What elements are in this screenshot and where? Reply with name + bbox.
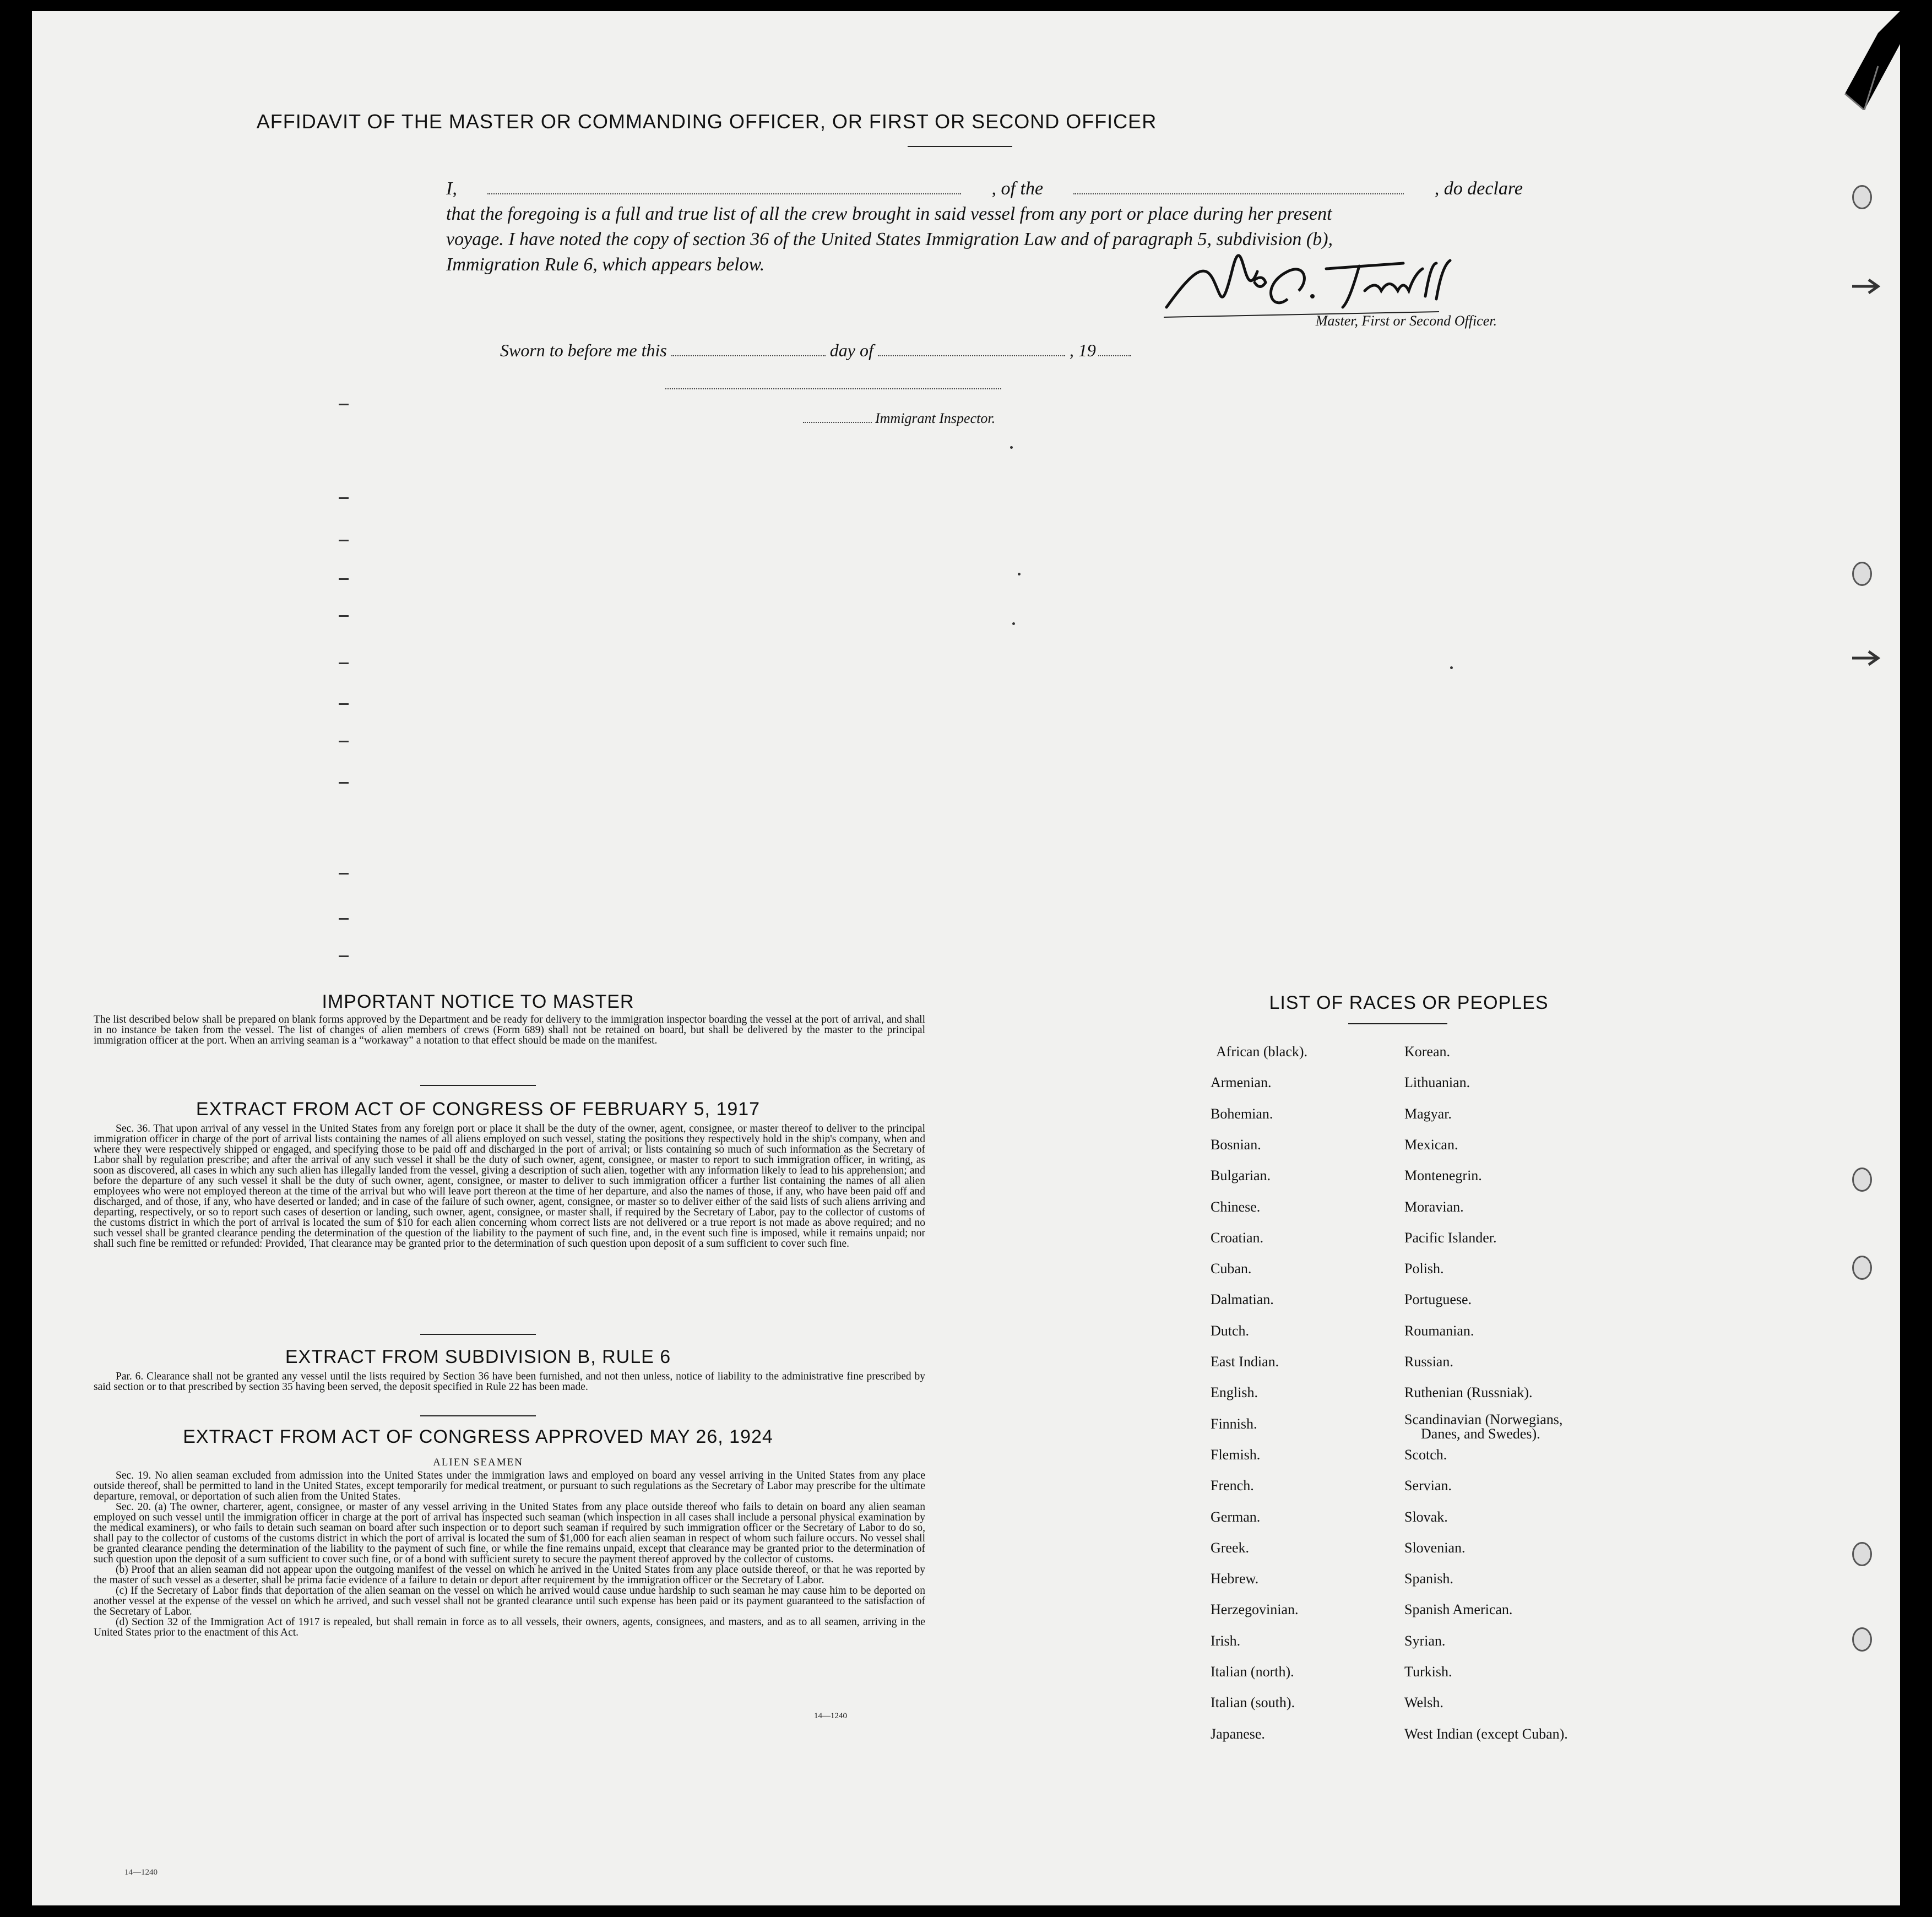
affidavit-line-3: voyage. I have noted the copy of section 36 of the United States Immigration Law and of paragraph 5, subdivision (b), (446, 229, 1333, 249)
race-item: Turkish. (1404, 1664, 1452, 1680)
year-blank-field[interactable] (1098, 342, 1131, 356)
race-item: Slovak. (1404, 1509, 1448, 1525)
tick-mark (339, 497, 349, 499)
tick-mark (339, 918, 349, 920)
race-item: Mexican. (1404, 1137, 1458, 1153)
speck (1450, 666, 1453, 669)
extract-1924-subtitle: ALIEN SEAMEN (433, 1457, 523, 1468)
race-item: Bohemian. (1211, 1106, 1273, 1122)
inspector-line (803, 409, 995, 427)
race-item: Chinese. (1211, 1199, 1261, 1215)
race-item: Lithuanian. (1404, 1074, 1470, 1090)
arrow-mark (1849, 647, 1882, 669)
race-item: German. (1211, 1509, 1261, 1525)
binder-hole (1852, 1256, 1872, 1280)
notice-title: IMPORTANT NOTICE TO MASTER (322, 991, 634, 1012)
race-item: Korean. (1404, 1044, 1451, 1060)
binder-hole (1852, 1167, 1872, 1192)
race-item: Dalmatian. (1211, 1291, 1274, 1307)
extract-rule6-body: Par. 6. Clearance shall not be granted any vessel until the lists required by Section 36 have been furnished, and not then unless, notice of liability to the administrative fine prescribed by said section or to that prescribed by section 35 having been served, the deposit specified in Rule 22 has been made. (94, 1371, 925, 1393)
affidavit-line-2: that the foregoing is a full and true list of all the crew brought in said vessel from any port or place during her present (446, 204, 1332, 224)
extract-form-number: 14—1240 (814, 1712, 847, 1720)
extract-1924-title: EXTRACT FROM ACT OF CONGRESS APPROVED MAY 26, 1924 (183, 1426, 773, 1447)
race-item: Flemish. (1211, 1447, 1261, 1463)
race-item: Bosnian. (1211, 1137, 1261, 1153)
tick-mark (339, 741, 349, 742)
extract-1924-paragraph: (d) Section 32 of the Immigration Act of 1917 is repealed, but shall remain in force as to all vessels, their owners, agents, consignees, and masters, and as to all seamen, arriving in the United States prior to the enactment of this Act. (94, 1616, 925, 1638)
inspector-caption: Immigrant Inspector. (875, 410, 996, 426)
affidavit-of-the: , of the (991, 178, 1044, 199)
race-item: Scandinavian (Norwegians, (1404, 1411, 1563, 1427)
extract-1917-title: EXTRACT FROM ACT OF CONGRESS OF FEBRUARY 5, 1917 (196, 1099, 761, 1120)
affidavit-line-1 (446, 176, 1523, 202)
divider (420, 1085, 536, 1086)
race-item: Japanese. (1211, 1726, 1265, 1742)
divider (1348, 1023, 1447, 1024)
race-item: Russian. (1404, 1354, 1453, 1370)
tick-mark (339, 873, 349, 875)
inspector-blank (803, 409, 872, 423)
vessel-blank-field[interactable] (1073, 180, 1404, 194)
race-item: Spanish American. (1404, 1601, 1513, 1617)
extract-1924-paragraph: (b) Proof that an alien seaman did not appear upon the outgoing manifest of the vessel on which he arrived in the United States from any place outside thereof, or that he was reported by the master of such vessel as a deserter, shall be prima facie evidence of a failure to detain or deport after requirement by the immigration officer or the Secretary of Labor. (94, 1564, 925, 1586)
race-item: Bulgarian. (1211, 1167, 1271, 1183)
race-item: Croatian. (1211, 1230, 1264, 1246)
race-item: Dutch. (1211, 1323, 1250, 1339)
sworn-label: Sworn to before me this (500, 340, 667, 360)
tick-mark (339, 578, 349, 580)
name-blank-field[interactable] (487, 180, 961, 194)
year-prefix: , 19 (1069, 340, 1096, 360)
tick-mark (339, 703, 349, 705)
notice-body: The list described below shall be prepared on blank forms approved by the Department and be ready for delivery to the immigration inspector boarding the vessel at the port of arrival, and shall in no instance be taken from the vessel. The list of changes of alien members of crews (Form 689) shall not be retained on board, but shall be delivered by the master to the principal immigration officer at the port. When an arriving seaman is a “workaway” a notation to that effect should be made on the manifest. (94, 1014, 925, 1046)
race-item: Italian (north). (1211, 1664, 1294, 1680)
race-item: Slovenian. (1404, 1540, 1466, 1556)
arrow-mark (1849, 275, 1882, 297)
races-left-column (1183, 1044, 1403, 1759)
race-item: Hebrew. (1211, 1571, 1259, 1587)
race-item: East Indian. (1211, 1354, 1279, 1370)
extract-1924-body (94, 1470, 925, 1638)
race-item: West Indian (except Cuban). (1404, 1726, 1568, 1742)
document-page (32, 11, 1900, 1905)
tick-mark (339, 782, 349, 784)
tick-mark (339, 662, 349, 664)
speck (1018, 573, 1021, 575)
affidavit-title: AFFIDAVIT OF THE MASTER OR COMMANDING OFFICER, OR FIRST OR SECOND OFFICER (256, 110, 1157, 133)
race-item: French. (1211, 1478, 1254, 1494)
race-item: African (black). (1216, 1044, 1308, 1060)
race-item: English. (1211, 1384, 1258, 1400)
binder-hole (1852, 1542, 1872, 1566)
race-item: Welsh. (1404, 1695, 1443, 1710)
race-item: Syrian. (1404, 1633, 1446, 1649)
extract-rule6-title: EXTRACT FROM SUBDIVISION B, RULE 6 (285, 1346, 671, 1367)
race-item: Irish. (1211, 1633, 1241, 1649)
races-title: LIST OF RACES OR PEOPLES (1269, 992, 1549, 1013)
affidavit-line-4: Immigration Rule 6, which appears below. (446, 254, 765, 275)
race-item: Portuguese. (1404, 1291, 1472, 1307)
race-item: Pacific Islander. (1404, 1230, 1497, 1246)
race-item: Montenegrin. (1404, 1167, 1482, 1183)
affidavit-do-declare: , do declare (1434, 178, 1523, 199)
tick-mark (339, 404, 349, 405)
extract-1924-paragraph: Sec. 19. No alien seaman excluded from admission into the United States under the immigration laws and employed on board any vessel arriving in the United States from any place outside thereof, shall be permitted to land in the United States, except temporarily for medical treatment, or pursuant to such regulations as the Secretary of Labor may prescribe for the ultimate departure, removal, or deportation of such alien from the United States. (94, 1470, 925, 1502)
tick-mark (339, 955, 349, 957)
tick-mark (339, 540, 349, 541)
race-item: Spanish. (1404, 1571, 1453, 1587)
master-signature (1161, 247, 1491, 324)
race-item: Finnish. (1211, 1416, 1257, 1432)
divider (420, 1334, 536, 1335)
binder-hole (1852, 1627, 1872, 1652)
extract-1917-body: Sec. 36. That upon arrival of any vessel in the United States from any foreign port or place it shall be the duty of the owner, agent, consignee, or master thereof to deliver to the principal immigration officer in charge of the port of arrival lists containing the names of all aliens employed on such vessel, stating the positions they respectively hold in the ship's company, when and where they were respectively shipped or engaged, and specifying those to be paid off and discharged in the port of arrival; or lists containing so much of such information as the Secretary of Labor shall by regulation prescribe; and after the arrival of any such vessel it shall be the duty of such owner, agent, consignee, or master to report to such immigration officer, in writing, as soon as discovered, all cases in which any such alien has illegally landed from the vessel, giving a description of such alien, together with any information likely to lead to his apprehension; and before the departure of any such vessel it shall be the duty of such owner, agent, consignee, or master to deliver to such immigration officer a further list containing the names of all alien employees who were not employed thereon at the time of the arrival but who will leave port thereon at the time of her departure, and also the names of those, if any, who have been paid off and discharged, and of those, if any, who have deserted or landed; and in case of the failure of such owner, agent, consignee, or master so to deliver either of the said lists of such aliens arriving and departing, respectively, or so to report such cases of desertion or landing, such owner, agent, consignee, or master shall, if required by the Secretary of Labor, pay to the collector of customs of the customs district in which the port of arrival is located the sum of $10 for each alien concerning whom correct lists are not delivered or a true report is not made as above required; and no such vessel shall be granted clearance pending the determination of the question of the liability to the payment of such fine, and, in the event such fine is imposed, while it remains unpaid; nor shall such fine be remitted or refunded: Provided, That clearance may be granted prior to the determination of such question upon deposit of a sum sufficient to cover such fine. (94, 1123, 925, 1250)
binder-hole (1852, 185, 1872, 209)
race-item: Moravian. (1404, 1199, 1464, 1215)
month-blank-field[interactable] (878, 342, 1065, 356)
race-item: Polish. (1404, 1261, 1444, 1277)
race-item: Ruthenian (Russniak). (1404, 1384, 1533, 1400)
signature-caption: Master, First or Second Officer. (1315, 313, 1497, 329)
divider (908, 146, 1012, 147)
extract-1924-paragraph: Sec. 20. (a) The owner, charterer, agent, consignee, or master of any vessel arriving in the United States from any place outside thereof who fails to detain on board any alien seaman employed on such vessel until the immigration officer in charge at the port of arrival has inspected such seaman (which inspection in all cases shall include a personal physical examination by the medical examiners), or who fails to detain such seaman on board after such inspection or to deport such seaman if required by such immigration officer or the Secretary of Labor to do so, shall pay to the collector of customs of the customs district in which the port of arrival is located the sum of $1,000 for each alien seaman in respect of whom such failure occurs. No vessel shall be granted clearance pending the determination of the liability to the payment of such fine, or while the fine remains unpaid, except that clearance may be granted prior to the determination of such question upon the deposit of a sum sufficient to cover such fine, or of a bond with sufficient surety to secure the payment thereof approved by the collector of customs. (94, 1501, 925, 1565)
sworn-line (500, 340, 1136, 361)
torn-corner (1812, 11, 1900, 110)
affidavit-i: I, (446, 178, 457, 199)
speck (1012, 622, 1015, 625)
race-item: Danes, and Swedes). (1421, 1426, 1540, 1442)
extract-1924-paragraph: (c) If the Secretary of Labor finds that deportation of the alien seaman on the vessel on which he arrived would cause undue hardship to such seaman he may cause him to be deported on another vessel at the expense of the vessel on which he arrived, and such vessel shall not be granted clearance until such expense has been paid or its payment guaranteed to the satisfaction of the Secretary of Labor. (94, 1585, 925, 1617)
tick-mark (339, 615, 349, 617)
binder-hole (1852, 562, 1872, 586)
day-blank-field[interactable] (671, 342, 826, 356)
race-item: Greek. (1211, 1540, 1250, 1556)
race-item: Roumanian. (1404, 1323, 1474, 1339)
races-right-column (1399, 1044, 1674, 1759)
race-item: Armenian. (1211, 1074, 1272, 1090)
day-of-label: day of (829, 340, 873, 360)
race-item: Herzegovinian. (1211, 1601, 1299, 1617)
divider (420, 1415, 536, 1416)
speck (1010, 446, 1013, 449)
inspector-signature-line[interactable] (665, 388, 1001, 389)
race-item: Scotch. (1404, 1447, 1447, 1463)
race-item: Servian. (1404, 1478, 1452, 1494)
race-item: Magyar. (1404, 1106, 1452, 1122)
footer-form-number: 14—1240 (124, 1868, 158, 1877)
race-item: Cuban. (1211, 1261, 1252, 1277)
race-item: Italian (south). (1211, 1695, 1295, 1710)
